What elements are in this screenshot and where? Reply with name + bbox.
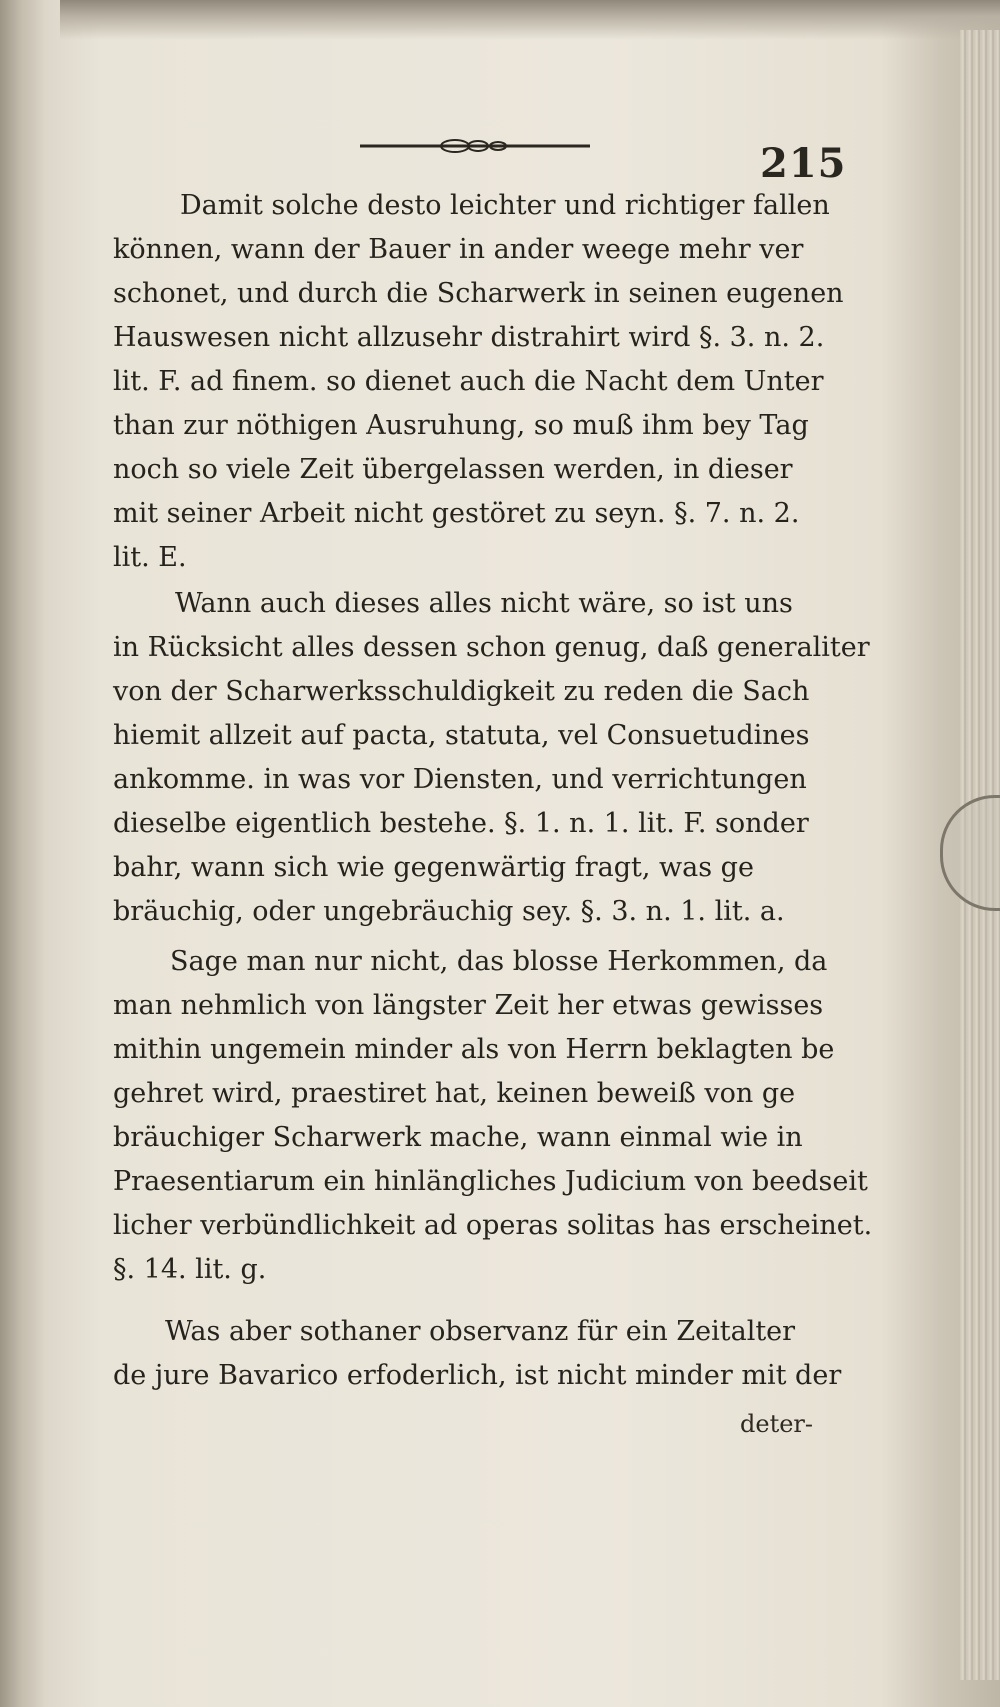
text-line: dieselbe eigentlich bestehe. §. 1. n. 1. lit. F. sonder <box>113 808 809 839</box>
text-line: de jure Bavarico erfoderlich, ist nicht minder mit der <box>113 1360 842 1391</box>
text-line: ankomme. in was vor Diensten, und verrichtungen <box>113 764 807 795</box>
text-line: bahr, wann sich wie gegenwärtig fragt, was ge <box>113 852 754 883</box>
text-line: von der Scharwerksschuldigkeit zu reden die Sach <box>113 676 810 707</box>
text-line: Wann auch dieses alles nicht wäre, so ist uns <box>175 588 793 619</box>
text-line: Was aber sothaner observanz für ein Zeitalter <box>165 1316 796 1347</box>
text-line: licher verbündlichkeit ad operas solitas has erscheinet. <box>113 1210 873 1241</box>
text-line: Sage man nur nicht, das blosse Herkommen, da <box>170 946 828 977</box>
catchword: deter- <box>740 1410 813 1438</box>
text-line: man nehmlich von längster Zeit her etwas gewisses <box>113 990 824 1021</box>
text-line: lit. F. ad finem. so dienet auch die Nacht dem Unter <box>113 366 824 397</box>
text-line: Damit solche desto leichter und richtiger fallen <box>180 190 830 221</box>
page-top-edge <box>60 0 1000 40</box>
text-line: noch so viele Zeit übergelassen werden, in dieser <box>113 454 793 485</box>
page-number: 215 <box>760 140 847 187</box>
text-line: Praesentiarum ein hinlängliches Judicium von beedseit <box>113 1166 868 1197</box>
page-clip <box>940 795 1000 911</box>
header-ornament <box>360 138 590 154</box>
text-line: lit. E. <box>113 542 187 573</box>
text-line: mit seiner Arbeit nicht gestöret zu seyn. §. 7. n. 2. <box>113 498 800 529</box>
spine-shadow <box>0 0 45 1707</box>
text-line: gehret wird, praestiret hat, keinen beweiß von ge <box>113 1078 796 1109</box>
text-line: Hauswesen nicht allzusehr distrahirt wird §. 3. n. 2. <box>113 322 825 353</box>
text-line: können, wann der Bauer in ander weege mehr ver <box>113 234 804 265</box>
text-line: schonet, und durch die Scharwerk in seinen eugenen <box>113 278 844 309</box>
text-line: hiemit allzeit auf pacta, statuta, vel Consuetudines <box>113 720 810 751</box>
text-line: mithin ungemein minder als von Herrn beklagten be <box>113 1034 835 1065</box>
text-line: bräuchig, oder ungebräuchig sey. §. 3. n. 1. lit. a. <box>113 896 785 927</box>
text-line: §. 14. lit. g. <box>113 1254 267 1285</box>
text-line: in Rücksicht alles dessen schon genug, daß generaliter <box>113 632 870 663</box>
text-line: than zur nöthigen Ausruhung, so muß ihm bey Tag <box>113 410 809 441</box>
text-line: bräuchiger Scharwerk mache, wann einmal wie in <box>113 1122 803 1153</box>
